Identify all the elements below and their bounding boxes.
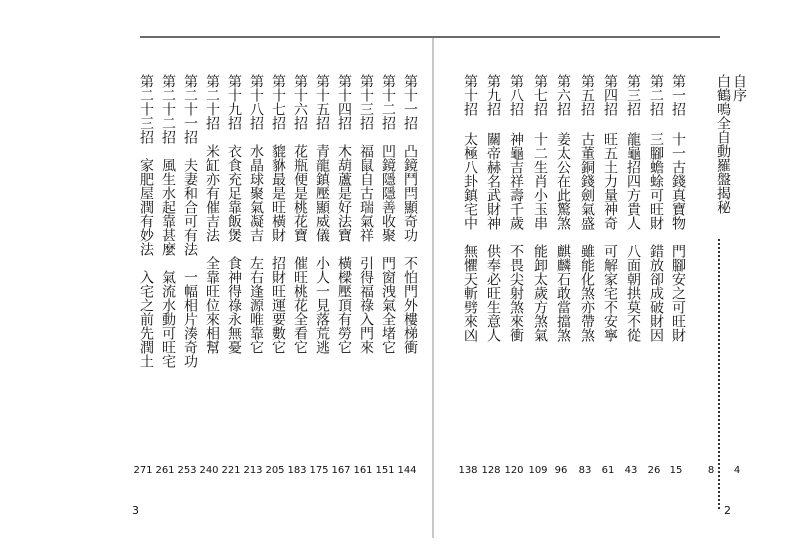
toc-left-item-0: 第十一招 凸鏡鬥閂顯奇功 不怕門外樓梯衝 xyxy=(402,74,418,354)
toc-left-item-0-page: 144 xyxy=(397,465,417,476)
toc-right-item-4: 第四招 旺五土力量神奇 可解家宅不安寧 xyxy=(602,74,618,342)
toc-right-item-6-page: 96 xyxy=(554,465,568,476)
toc-right-item-8-page: 120 xyxy=(504,465,524,476)
toc-left-item-5-page: 183 xyxy=(287,465,307,476)
toc-right-item-2-page: 26 xyxy=(647,465,661,476)
toc-right-item-0: 白鶴鳴全自動羅盤揭秘 xyxy=(710,74,730,474)
toc-left-item-9: 第二十招 米缸亦有催吉法 全靠旺位來相幫 xyxy=(204,74,220,354)
toc-left-item-4: 第十五招 青龍鎮壓顯威儀 小人一見落荒逃 xyxy=(314,74,330,354)
toc-right-item-7-page: 109 xyxy=(528,465,548,476)
toc-left-item-6-page: 205 xyxy=(265,465,285,476)
toc-left-item-9-page: 240 xyxy=(199,465,219,476)
toc-right-item-5: 第五招 古董銅錢劍氣盛 雖能化煞亦帶煞 xyxy=(579,74,595,342)
toc-right-item-3: 第三招 龍龜招四方貴人 八面朝拱莫不從 xyxy=(625,74,641,342)
toc-left-item-1: 第十二招 凹鏡隱隱善收聚 門窗洩氣全堵它 xyxy=(380,74,396,354)
toc-right-item-9: 第九招 關帝赫名武財神 供奉必旺生意人 xyxy=(485,74,501,342)
toc-left-item-7-page: 213 xyxy=(243,465,263,476)
toc-right-item-8: 第八招 神龜吉祥壽千歲 不畏尖射煞來衝 xyxy=(508,74,524,342)
toc-right-title-page: 4 xyxy=(733,465,741,476)
toc-left-item-5: 第十六招 花瓶便是桃花寶 催旺桃花全看它 xyxy=(292,74,308,354)
toc-left-item-3: 第十四招 木葫蘆是好法寶 橫樑壓頂有勞它 xyxy=(336,74,352,354)
toc-right-item-1-page: 15 xyxy=(669,465,683,476)
toc-right-item-6: 第六招 姜太公在此驚煞 麒麟石敢當擋煞 xyxy=(555,74,571,342)
toc-right-item-9-page: 128 xyxy=(481,465,501,476)
toc-right-item-1: 第一招 十一古錢真寶物 門腳安之可旺財 xyxy=(670,74,686,342)
toc-right-item-4-page: 61 xyxy=(601,465,615,476)
toc-right-item-2: 第二招 三腳蟾蜍可旺財 錯放卻成破財因 xyxy=(648,74,664,342)
toc-left-item-3-page: 167 xyxy=(331,465,351,476)
right-page-number: 2 xyxy=(724,504,731,517)
toc-right-title: 自序 xyxy=(731,74,747,102)
toc-right-item-0-page: 8 xyxy=(707,465,715,476)
toc-left-item-6: 第十七招 貔貅最是旺橫財 招財旺運要數它 xyxy=(270,74,286,354)
toc-left-item-12: 第二十三招 家肥屋潤有妙法 入宅之前先潤土 xyxy=(138,74,154,368)
toc-left-item-1-page: 151 xyxy=(375,465,395,476)
toc-left-item-8: 第十九招 衣食充足靠飯煲 食神得祿永無憂 xyxy=(226,74,242,354)
toc-left-item-10: 第二十一招 夫妻和合可有法 一幅相片湊奇功 xyxy=(182,74,198,368)
toc-left-item-11: 第二十二招 風生水起靠甚麼 氣流水動可旺宅 xyxy=(160,74,176,368)
toc-left-item-10-page: 253 xyxy=(177,465,197,476)
toc-right-item-10: 第十招 太極八卦鎮宅中 無懼天斬劈來凶 xyxy=(462,74,478,342)
toc-left-item-11-page: 261 xyxy=(155,465,175,476)
toc-left-item-2-page: 161 xyxy=(353,465,373,476)
header-rule xyxy=(140,36,720,38)
book-fold xyxy=(432,38,434,538)
toc-right-item-7: 第七招 十二生肖小玉串 能卸太歲方煞氣 xyxy=(532,74,548,342)
toc-left-item-12-page: 271 xyxy=(133,465,153,476)
toc-left-item-2: 第十三招 福鼠自古瑞氣祥 引得福祿入門來 xyxy=(358,74,374,354)
toc-right-item-5-page: 83 xyxy=(578,465,592,476)
toc-left-item-4-page: 175 xyxy=(309,465,329,476)
toc-left-item-8-page: 221 xyxy=(221,465,241,476)
left-page-number: 3 xyxy=(132,504,139,517)
toc-left-item-7: 第十八招 水晶球聚氣凝吉 左右逢源唯靠它 xyxy=(248,74,264,354)
toc-right-item-10-page: 138 xyxy=(458,465,478,476)
toc-right-item-3-page: 43 xyxy=(624,465,638,476)
